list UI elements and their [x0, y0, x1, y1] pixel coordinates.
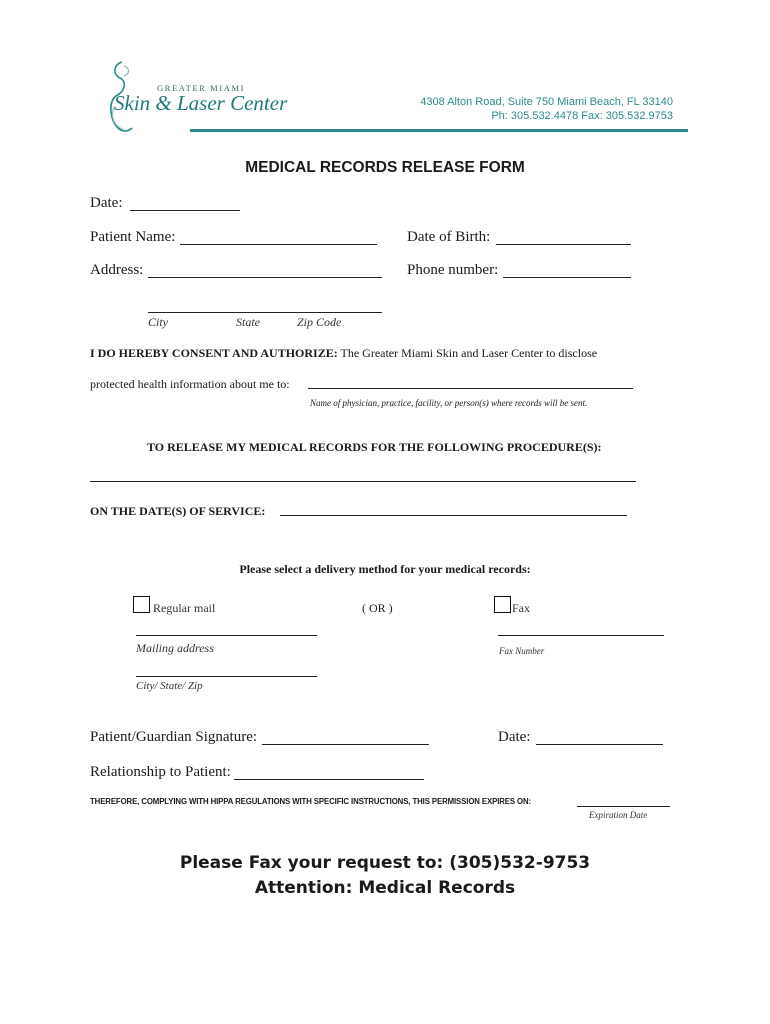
city-state-zip-caption: City/ State/ Zip — [136, 680, 203, 692]
consent-statement — [90, 346, 597, 361]
signature-field[interactable] — [262, 744, 429, 745]
dob-field[interactable] — [496, 244, 631, 245]
recipient-field[interactable] — [308, 388, 633, 389]
hippa-statement: THEREFORE, COMPLYING WITH HIPPA REGULATIONS WITH SPECIFIC INSTRUCTIONS, THIS PERMISSION EXPIRES ON: — [90, 797, 532, 806]
patient-name-field[interactable] — [180, 244, 377, 245]
expiration-caption: Expiration Date — [589, 810, 648, 820]
dates-of-service-label: ON THE DATE(S) OF SERVICE: — [90, 504, 266, 518]
city-state-zip-field[interactable] — [148, 312, 382, 313]
logo-title: Skin & Laser Center — [114, 91, 288, 115]
address-line: 4308 Alton Road, Suite 750 Miami Beach, FL 33140 — [420, 96, 673, 108]
signature-date-label: Date: — [498, 729, 531, 745]
fax-option-label: Fax — [512, 601, 530, 615]
fax-instruction: Please Fax your request to: (305)532-9753 — [179, 853, 591, 873]
relationship-label: Relationship to Patient: — [90, 764, 231, 780]
procedures-field[interactable] — [90, 481, 636, 482]
dob-label: Date of Birth: — [407, 229, 491, 245]
regular-mail-checkbox[interactable] — [133, 596, 150, 613]
date-label: Date: — [90, 195, 123, 211]
regular-mail-label: Regular mail — [153, 601, 216, 615]
phi-statement: protected health information about me to: — [90, 377, 290, 391]
form-title: MEDICAL RECORDS RELEASE FORM — [245, 159, 525, 176]
address-label: Address: — [90, 262, 144, 278]
consent-heading: I DO HEREBY CONSENT AND AUTHORIZE: — [90, 346, 338, 360]
fax-number-caption: Fax Number — [499, 646, 545, 656]
mailing-address-field[interactable] — [136, 635, 317, 636]
mailing-address-caption: Mailing address — [136, 641, 214, 655]
address-field[interactable] — [148, 277, 382, 278]
logo-tagline: GREATER MIAMI — [157, 83, 246, 93]
recipient-caption: Name of physician, practice, facility, or person(s) where records will be sent. — [310, 398, 588, 408]
attention-line: Attention: Medical Records — [254, 878, 516, 898]
or-separator: ( OR ) — [362, 601, 393, 615]
expiration-date-field[interactable] — [577, 806, 670, 807]
delivery-prompt: Please select a delivery method for your medical records: — [239, 562, 531, 576]
release-heading: TO RELEASE MY MEDICAL RECORDS FOR THE FOLLOWING PROCEDURE(S): — [147, 440, 602, 454]
dates-of-service-field[interactable] — [280, 515, 627, 516]
date-field[interactable] — [130, 210, 240, 211]
clinic-address — [420, 95, 673, 123]
relationship-field[interactable] — [234, 779, 424, 780]
phone-label: Phone number: — [407, 262, 499, 278]
phone-field[interactable] — [503, 277, 631, 278]
phone-fax-line: Ph: 305.532.4478 Fax: 305.532.9753 — [491, 110, 673, 122]
header-rule — [190, 129, 688, 132]
fax-number-field[interactable] — [498, 635, 664, 636]
city-state-zip-mail-field[interactable] — [136, 676, 317, 677]
state-caption: State — [236, 315, 260, 329]
zip-caption: Zip Code — [297, 315, 342, 329]
consent-body: The Greater Miami Skin and Laser Center to disclose — [337, 346, 598, 360]
patient-name-label: Patient Name: — [90, 229, 176, 245]
signature-label: Patient/Guardian Signature: — [90, 729, 258, 745]
fax-checkbox[interactable] — [494, 596, 511, 613]
city-caption: City — [148, 315, 168, 329]
signature-date-field[interactable] — [536, 744, 663, 745]
